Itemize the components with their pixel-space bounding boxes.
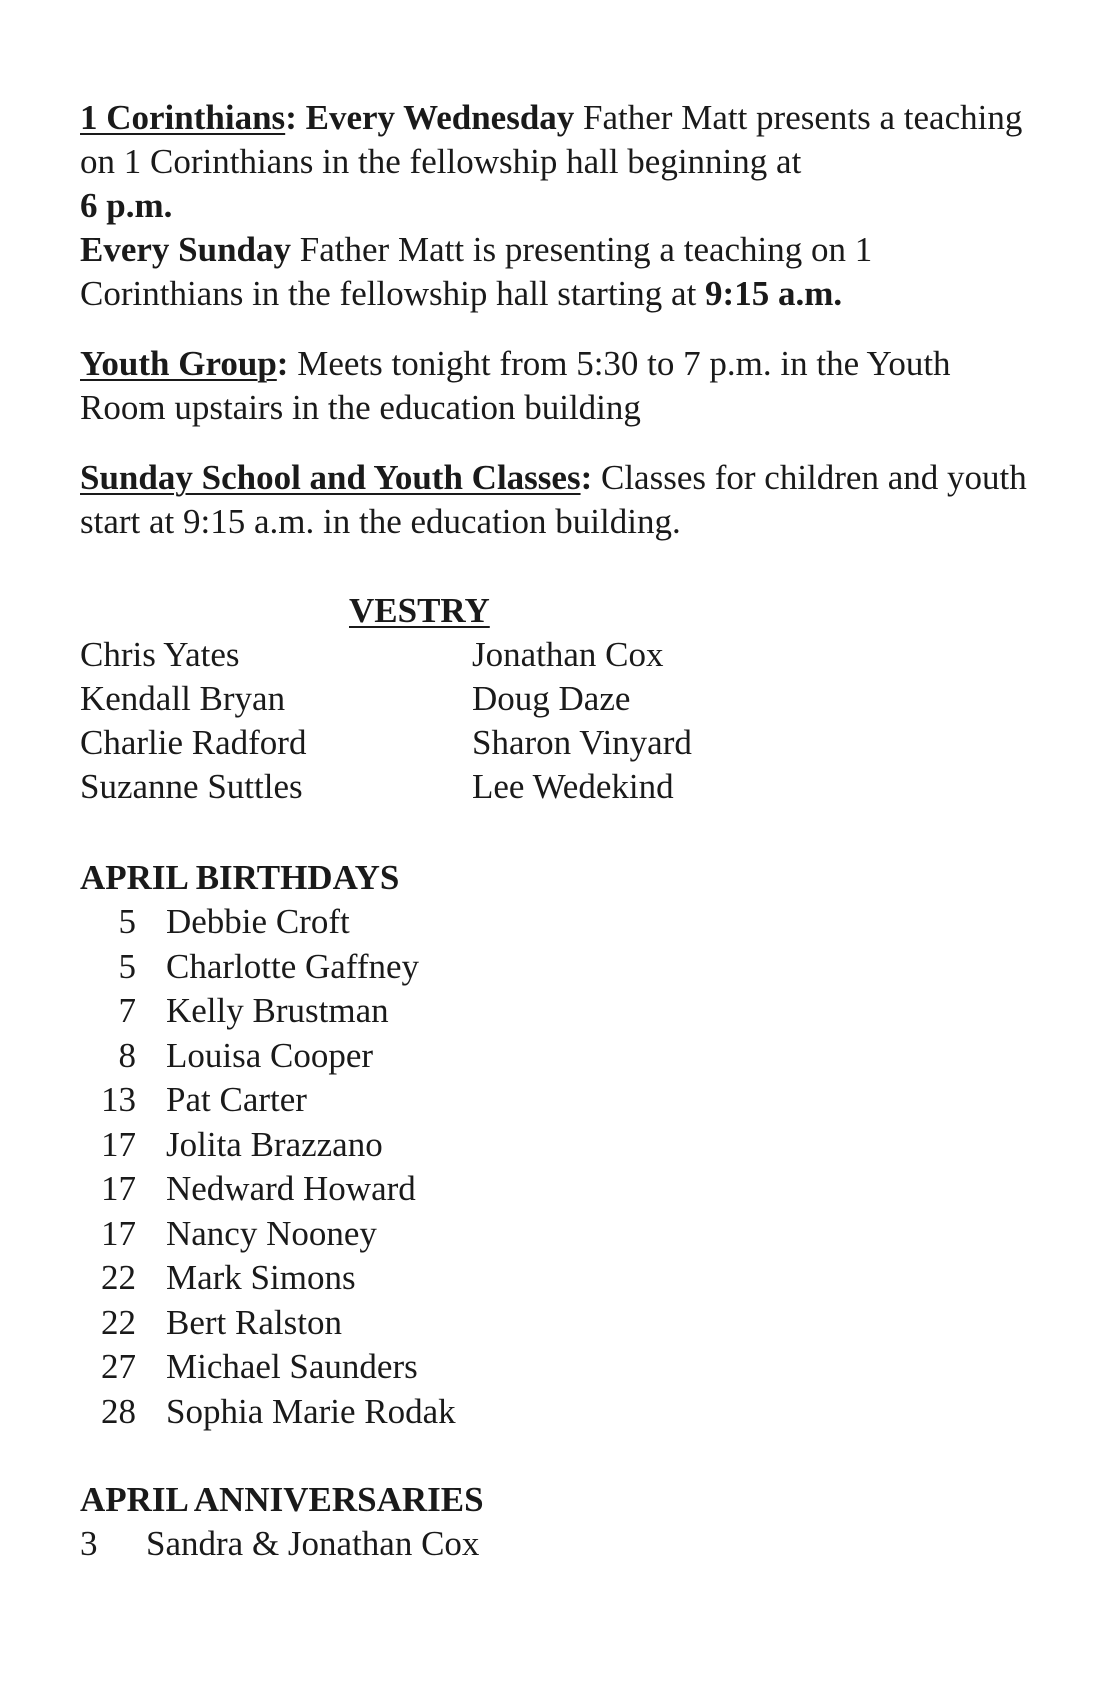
vestry-right-column (472, 633, 692, 809)
birthday-name: Sophia Marie Rodak (166, 1391, 456, 1431)
birthday-name: Jolita Brazzano (166, 1124, 383, 1164)
birthday-day: 7 (118, 991, 136, 1030)
sunday-time: 9:15 a.m. (705, 274, 843, 313)
birthday-name: Nedward Howard (166, 1169, 416, 1208)
vestry-member: Charlie Radford (80, 723, 307, 762)
youth-group-announcement (80, 342, 1040, 430)
birthday-name: Debbie Croft (166, 902, 350, 941)
birthday-day: 27 (101, 1347, 136, 1386)
vestry-member: Chris Yates (80, 635, 240, 674)
birthday-day: 13 (101, 1080, 136, 1119)
birthday-name: Bert Ralston (166, 1302, 342, 1342)
birthday-day: 17 (101, 1124, 136, 1164)
sunday-text: Father Matt is presenting a teaching on 1 Corinthians in the fellowship hall starting at (80, 230, 873, 313)
anniversary-day: 3 (80, 1524, 98, 1563)
birthday-day: 8 (118, 1035, 136, 1075)
wednesday-time: 6 p.m. (80, 186, 173, 225)
birthday-name: Pat Carter (166, 1080, 307, 1119)
corinthians-colon: : (285, 98, 297, 137)
birthday-day: 17 (101, 1169, 136, 1208)
anniversaries-title: APRIL ANNIVERSARIES (80, 1480, 484, 1519)
birthday-day: 28 (101, 1391, 136, 1431)
birthday-day: 22 (101, 1302, 136, 1342)
birthday-name: Mark Simons (166, 1258, 356, 1297)
vestry-left-column (80, 633, 306, 809)
birthday-day: 22 (101, 1258, 136, 1297)
wednesday-label: Every Wednesday (305, 98, 575, 137)
sunday-label: Every Sunday (80, 230, 292, 269)
corinthians-announcement (80, 96, 1040, 316)
birthday-name: Kelly Brustman (166, 991, 389, 1030)
vestry-member: Suzanne Suttles (80, 767, 303, 806)
vestry-member: Kendall Bryan (80, 679, 286, 718)
youth-group-text: Meets tonight from 5:30 to 7 p.m. in the Youth Room upstairs in the education building (80, 344, 951, 427)
vestry-member: Lee Wedekind (472, 767, 674, 806)
sunday-school-announcement (80, 456, 1040, 544)
birthday-name: Louisa Cooper (166, 1035, 374, 1075)
youth-group-heading: Youth Group (80, 344, 277, 383)
birthday-day: 5 (118, 946, 136, 986)
vestry-member: Jonathan Cox (472, 635, 664, 674)
vestry-member: Sharon Vinyard (472, 723, 692, 762)
vestry-title: VESTRY (349, 591, 490, 630)
birthdays-title: APRIL BIRTHDAYS (80, 858, 400, 897)
birthday-day: 17 (101, 1213, 136, 1253)
anniversary-name: Sandra & Jonathan Cox (146, 1524, 480, 1563)
corinthians-heading: 1 Corinthians (80, 98, 286, 137)
birthday-day: 5 (118, 902, 136, 941)
youth-group-colon: : (276, 344, 289, 383)
wednesday-text: Father Matt presents a teaching on 1 Corinthians in the fellowship hall beginning at (80, 98, 1023, 181)
sunday-school-text: Classes for children and youth start at 9:15 a.m. in the education building. (80, 458, 1027, 541)
birthday-name: Michael Saunders (166, 1347, 418, 1386)
birthday-name: Charlotte Gaffney (166, 946, 420, 986)
birthday-name: Nancy Nooney (166, 1213, 377, 1253)
sunday-school-colon: : (580, 458, 593, 497)
sunday-school-heading: Sunday School and Youth Classes (80, 458, 581, 497)
vestry-member: Doug Daze (472, 679, 631, 718)
